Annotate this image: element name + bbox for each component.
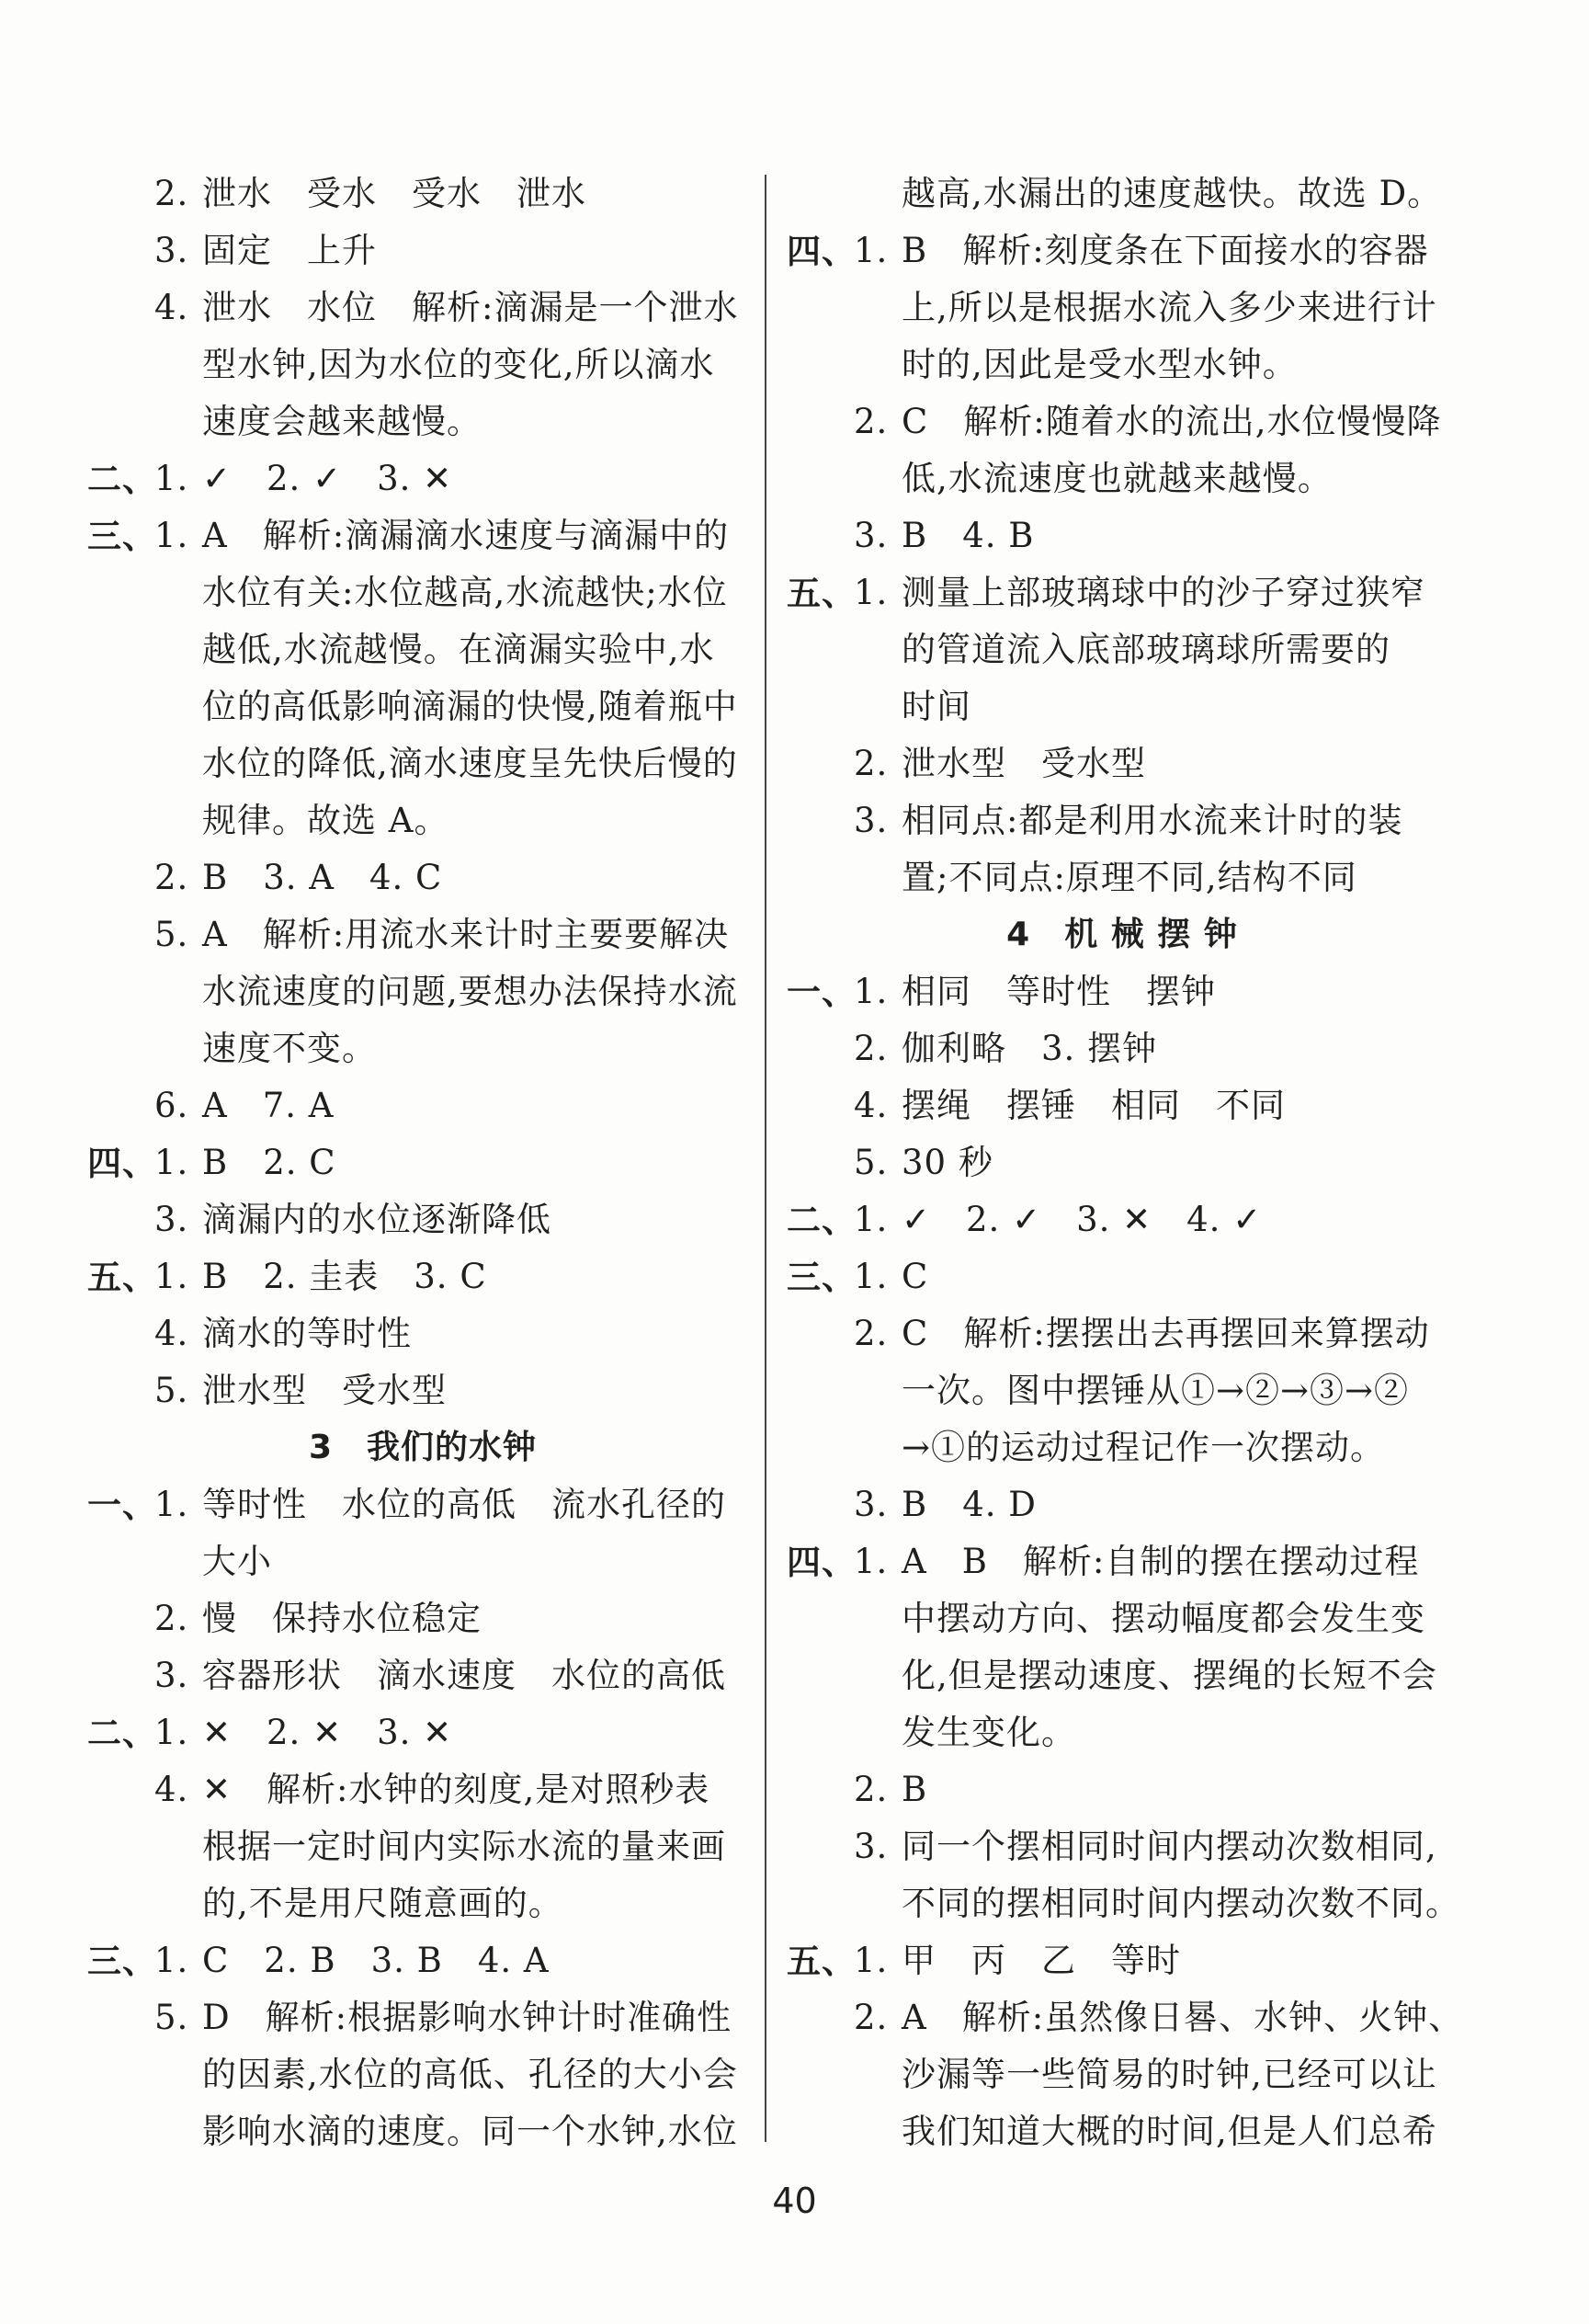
answer-item <box>787 564 1458 621</box>
answer-text: B 2. 圭表 3. C <box>202 1257 487 1296</box>
section-marker: 二、 <box>787 1200 857 1240</box>
item-number: 1. <box>154 1485 189 1524</box>
answer-text: 水位有关:水位越高,水流越快;水位 <box>202 573 728 612</box>
answer-text: 相同 等时性 摆钟 <box>902 972 1216 1011</box>
answer-text: 的因素,水位的高低、孔径的大小会 <box>202 2055 738 2094</box>
answer-text: 越高,水漏出的速度越快。故选 D。 <box>902 174 1443 213</box>
item-number: 1. <box>854 1257 889 1296</box>
section-marker: 四、 <box>787 231 857 271</box>
answer-text: 速度不变。 <box>202 1029 377 1068</box>
answer-text: B 3. A 4. C <box>202 858 443 897</box>
answer-text: 时的,因此是受水型水钟。 <box>902 345 1298 384</box>
answer-text: C 解析:随着水的流出,水位慢慢降 <box>902 402 1442 441</box>
answer-text: A 解析:滴漏滴水速度与滴漏中的 <box>202 516 730 555</box>
section-marker: 三、 <box>87 516 157 556</box>
answer-item <box>787 1533 1458 1590</box>
item-number: 4. <box>154 288 189 327</box>
answer-continuation <box>87 963 758 1020</box>
answer-text: 中摆动方向、摆动幅度都会发生变 <box>902 1599 1425 1638</box>
section-marker: 一、 <box>787 972 857 1012</box>
answer-text: 水位的降低,滴水速度呈先快后慢的 <box>202 744 738 783</box>
section-heading-text: 4 机 械 摆 钟 <box>1006 916 1238 953</box>
answer-item <box>787 735 1458 792</box>
item-number: 2. <box>854 402 889 441</box>
answer-text: B <box>902 1770 928 1809</box>
answer-continuation <box>87 792 758 849</box>
section-marker: 五、 <box>787 1941 857 1981</box>
answer-item <box>87 165 758 222</box>
answer-text: A 7. A <box>202 1086 335 1125</box>
answer-text: 同一个摆相同时间内摆动次数相同, <box>902 1827 1437 1866</box>
left-column <box>87 165 758 2160</box>
answer-continuation <box>87 393 758 450</box>
answer-continuation <box>787 336 1458 393</box>
item-number: 2. <box>854 1998 889 2037</box>
answer-item <box>87 1704 758 1761</box>
item-number: 3. <box>854 801 889 840</box>
answer-item <box>87 507 758 564</box>
answer-item <box>87 1932 758 1989</box>
answer-text: 水流速度的问题,要想办法保持水流 <box>202 972 738 1011</box>
answer-text: 泄水型 受水型 <box>902 744 1146 783</box>
answer-item <box>87 1647 758 1704</box>
item-number: 1. <box>154 1713 189 1752</box>
answer-continuation <box>787 1875 1458 1932</box>
section-heading <box>87 1419 758 1476</box>
answer-text: 规律。故选 A。 <box>202 801 449 840</box>
section-marker: 四、 <box>787 1542 857 1582</box>
answer-item <box>87 450 758 507</box>
answer-item <box>787 1134 1458 1191</box>
answer-text: 速度会越来越慢。 <box>202 402 482 441</box>
item-number: 6. <box>154 1086 189 1125</box>
answer-text: ✕ 解析:水钟的刻度,是对照秒表 <box>202 1770 710 1809</box>
answer-text: 滴水的等时性 <box>202 1314 412 1353</box>
answer-text: 化,但是摆动速度、摆绳的长短不会 <box>902 1656 1437 1695</box>
answer-continuation <box>87 1533 758 1590</box>
answer-item <box>787 1305 1458 1362</box>
answer-text: 伽利略 3. 摆钟 <box>902 1029 1158 1068</box>
item-number: 3. <box>154 1656 189 1695</box>
answer-text: 发生变化。 <box>902 1713 1076 1752</box>
answer-text: 上,所以是根据水流入多少来进行计 <box>902 288 1437 327</box>
item-number: 1. <box>854 972 889 1011</box>
page-number: 40 <box>772 2181 817 2221</box>
section-marker: 二、 <box>87 1713 157 1753</box>
answer-item <box>787 1761 1458 1818</box>
answer-item <box>787 1020 1458 1077</box>
answer-text: 测量上部玻璃球中的沙子穿过狭窄 <box>902 573 1425 612</box>
answer-continuation <box>787 849 1458 906</box>
answer-text: 的管道流入底部玻璃球所需要的 <box>902 630 1390 669</box>
item-number: 5. <box>854 1143 889 1182</box>
answer-text: 滴漏内的水位逐渐降低 <box>202 1200 551 1239</box>
answer-continuation <box>787 1647 1458 1704</box>
answer-item <box>787 1818 1458 1875</box>
item-number: 4. <box>854 1086 889 1125</box>
answer-item <box>787 1077 1458 1134</box>
answer-continuation <box>87 336 758 393</box>
answer-text: 型水钟,因为水位的变化,所以滴水 <box>202 345 715 384</box>
answer-item <box>787 1191 1458 1248</box>
answer-continuation <box>787 2103 1458 2160</box>
answer-continuation <box>787 1362 1458 1419</box>
answer-text: 容器形状 滴水速度 水位的高低 <box>202 1656 726 1695</box>
answer-text: 大小 <box>202 1542 272 1581</box>
answer-item <box>87 1590 758 1647</box>
answer-item <box>87 1476 758 1533</box>
section-heading-text: 3 我们的水钟 <box>308 1429 538 1466</box>
answer-text: ✕ 2. ✕ 3. ✕ <box>202 1713 453 1752</box>
answer-continuation <box>87 564 758 621</box>
answer-text: 一次。图中摆锤从①→②→③→② <box>902 1371 1410 1410</box>
answer-text: 相同点:都是利用水流来计时的装 <box>902 801 1403 840</box>
answer-item <box>787 963 1458 1020</box>
item-number: 2. <box>154 174 189 213</box>
answer-text: 泄水 水位 解析:滴漏是一个泄水 <box>202 288 739 327</box>
item-number: 3. <box>854 1827 889 1866</box>
section-marker: 二、 <box>87 459 157 499</box>
answer-text: ✓ 2. ✓ 3. ✕ 4. ✓ <box>902 1200 1263 1239</box>
answer-text: 时间 <box>902 687 971 726</box>
answer-text: 影响水滴的速度。同一个水钟,水位 <box>202 2112 738 2151</box>
answer-item <box>87 1305 758 1362</box>
item-number: 5. <box>154 1371 189 1410</box>
answer-text: A 解析:用流水来计时主要要解决 <box>202 915 730 954</box>
answer-item <box>787 393 1458 450</box>
answer-continuation <box>787 1419 1458 1476</box>
item-number: 1. <box>854 573 889 612</box>
item-number: 5. <box>154 1998 189 2037</box>
answer-continuation <box>787 450 1458 507</box>
answer-text: 置;不同点:原理不同,结构不同 <box>902 858 1357 897</box>
section-marker: 三、 <box>87 1941 157 1981</box>
section-marker: 一、 <box>87 1485 157 1525</box>
item-number: 1. <box>854 1542 889 1581</box>
answer-continuation <box>87 1020 758 1077</box>
item-number: 1. <box>154 459 189 498</box>
item-number: 1. <box>854 231 889 270</box>
answer-text: 甲 丙 乙 等时 <box>902 1941 1181 1980</box>
answer-item <box>87 1248 758 1305</box>
answer-text: 沙漏等一些简易的时钟,已经可以让 <box>902 2055 1437 2094</box>
answer-item <box>87 1761 758 1818</box>
section-heading <box>787 906 1458 963</box>
answer-continuation <box>87 678 758 735</box>
item-number: 3. <box>154 231 189 270</box>
answer-text: 30 秒 <box>902 1143 993 1182</box>
item-number: 2. <box>854 1314 889 1353</box>
answer-item <box>87 849 758 906</box>
item-number: 2. <box>854 1029 889 1068</box>
item-number: 3. <box>154 1200 189 1239</box>
item-number: 1. <box>154 1143 189 1182</box>
answer-text: C 解析:摆摆出去再摆回来算摆动 <box>902 1314 1430 1353</box>
answer-item <box>87 1077 758 1134</box>
answer-text: B 解析:刻度条在下面接水的容器 <box>902 231 1429 270</box>
section-marker: 五、 <box>87 1257 157 1297</box>
item-number: 2. <box>154 858 189 897</box>
answer-continuation <box>87 621 758 678</box>
answer-text: D 解析:根据影响水钟计时准确性 <box>202 1998 732 2037</box>
answer-item <box>787 792 1458 849</box>
answer-text: 低,水流速度也就越来越慢。 <box>902 459 1333 498</box>
answer-text: 位的高低影响滴漏的快慢,随着瓶中 <box>202 687 738 726</box>
item-number: 2. <box>154 1599 189 1638</box>
answer-text: 泄水型 受水型 <box>202 1371 447 1410</box>
answer-item <box>87 222 758 279</box>
answer-text: 不同的摆相同时间内摆动次数不同。 <box>902 1884 1460 1923</box>
answer-item <box>787 1248 1458 1305</box>
column-divider <box>765 175 766 2142</box>
answer-text: B 4. B <box>902 516 1035 555</box>
answer-continuation <box>87 1875 758 1932</box>
answer-text: 我们知道大概的时间,但是人们总希 <box>902 2112 1437 2151</box>
answer-continuation <box>787 1590 1458 1647</box>
item-number: 2. <box>854 744 889 783</box>
item-number: 4. <box>154 1314 189 1353</box>
answer-continuation <box>87 2103 758 2160</box>
answer-item <box>787 1989 1464 2046</box>
item-number: 1. <box>154 1941 189 1980</box>
item-number: 2. <box>854 1770 889 1809</box>
section-marker: 四、 <box>87 1143 157 1183</box>
answer-continuation <box>87 2046 758 2103</box>
answer-text: 越低,水流越慢。在滴漏实验中,水 <box>202 630 715 669</box>
answer-item <box>87 1989 758 2046</box>
answer-text: 的,不是用尺随意画的。 <box>202 1884 563 1923</box>
answer-text: 慢 保持水位稳定 <box>202 1599 482 1638</box>
answer-continuation <box>87 1818 758 1875</box>
item-number: 4. <box>154 1770 189 1809</box>
answer-item <box>787 507 1458 564</box>
answer-text: →①的运动过程记作一次摆动。 <box>902 1428 1386 1467</box>
answer-text: 根据一定时间内实际水流的量来画 <box>202 1827 726 1866</box>
answer-item <box>87 1134 758 1191</box>
item-number: 1. <box>854 1200 889 1239</box>
answer-continuation <box>787 1704 1458 1761</box>
answer-continuation <box>787 165 1458 222</box>
right-column <box>787 165 1464 2160</box>
item-number: 1. <box>854 1941 889 1980</box>
answer-continuation <box>787 2046 1458 2103</box>
section-marker: 三、 <box>787 1257 857 1297</box>
answer-item <box>787 1476 1458 1533</box>
answer-text: A B 解析:自制的摆在摆动过程 <box>902 1542 1420 1581</box>
answer-item <box>787 222 1458 279</box>
section-marker: 五、 <box>787 573 857 613</box>
answer-item <box>87 1191 758 1248</box>
answer-text: B 2. C <box>202 1143 336 1182</box>
answer-text: C 2. B 3. B 4. A <box>202 1941 550 1980</box>
answer-text: 等时性 水位的高低 流水孔径的 <box>202 1485 726 1524</box>
answer-text: ✓ 2. ✓ 3. ✕ <box>202 459 453 498</box>
answer-continuation <box>787 279 1458 336</box>
answer-text: 泄水 受水 受水 泄水 <box>202 174 586 213</box>
answer-text: C <box>902 1257 929 1296</box>
answer-text: 固定 上升 <box>202 231 377 270</box>
answer-continuation <box>787 621 1458 678</box>
item-number: 3. <box>854 516 889 555</box>
item-number: 1. <box>154 516 189 555</box>
answer-continuation <box>787 678 1458 735</box>
answer-continuation <box>87 735 758 792</box>
item-number: 5. <box>154 915 189 954</box>
answer-item <box>87 279 758 336</box>
answer-text: B 4. D <box>902 1485 1037 1524</box>
answer-item <box>787 1932 1458 1989</box>
answer-text: A 解析:虽然像日晷、水钟、火钟、 <box>902 1998 1464 2037</box>
answer-text: 摆绳 摆锤 相同 不同 <box>902 1086 1286 1125</box>
item-number: 3. <box>854 1485 889 1524</box>
answer-item <box>87 906 758 963</box>
answer-item <box>87 1362 758 1419</box>
item-number: 1. <box>154 1257 189 1296</box>
